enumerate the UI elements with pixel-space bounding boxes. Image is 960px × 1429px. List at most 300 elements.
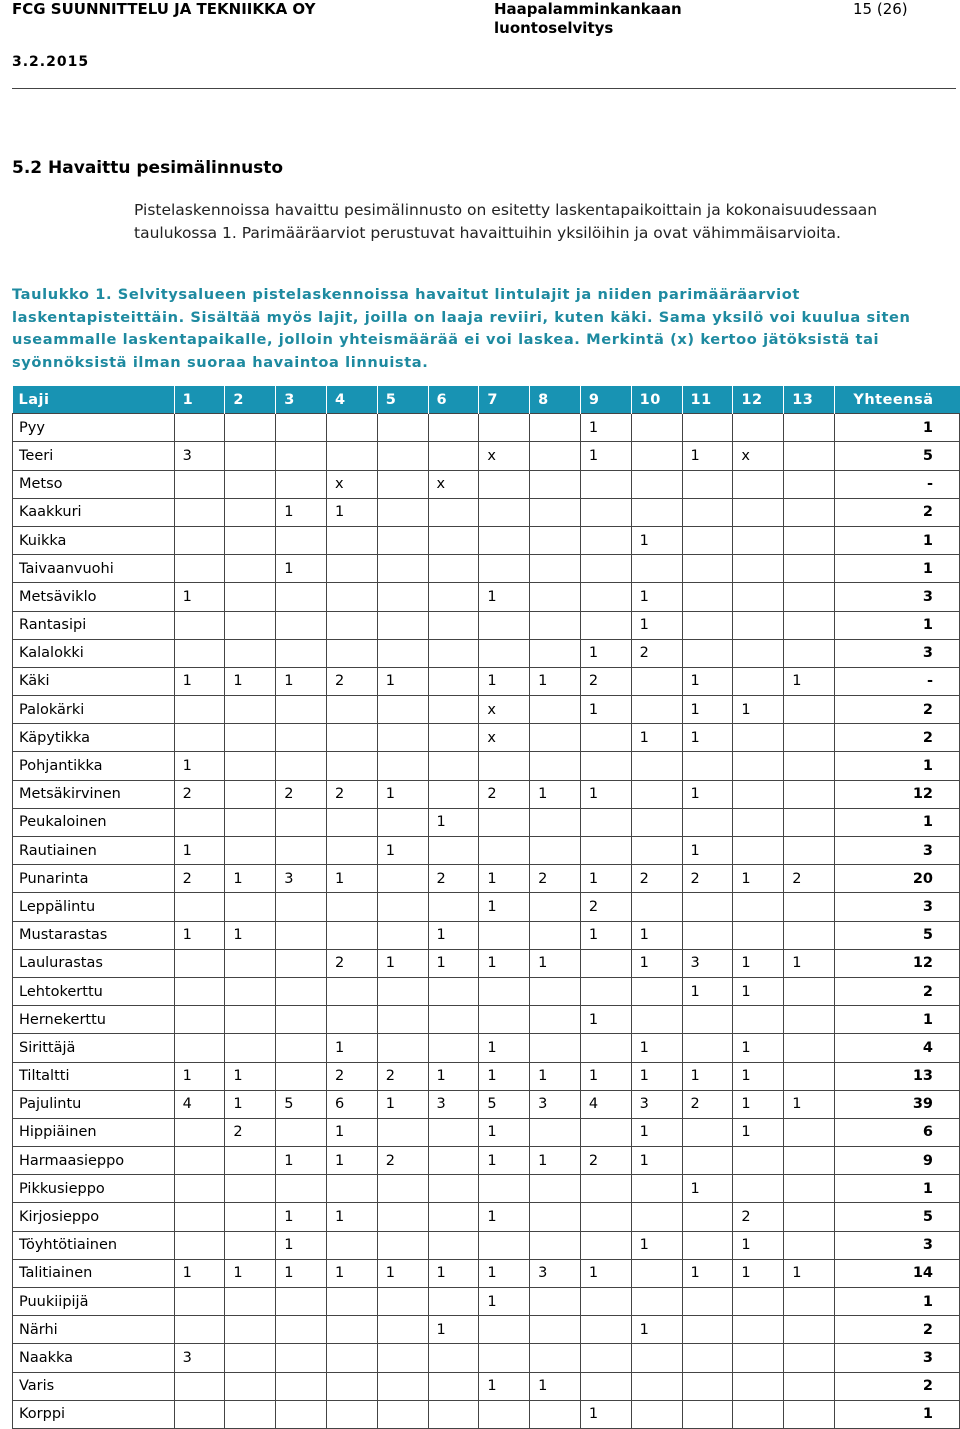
point-count [733,1147,784,1175]
point-count [428,1118,479,1146]
point-count [733,1344,784,1372]
point-count: 1 [225,667,276,695]
table-row [13,555,960,583]
point-count: 1 [580,865,631,893]
species-name: Kirjosieppo [13,1203,175,1231]
point-count: 1 [733,1231,784,1259]
point-count [377,1316,428,1344]
species-name: Sirittäjä [13,1034,175,1062]
point-count [733,1006,784,1034]
species-name: Teeri [13,442,175,470]
point-count [326,583,377,611]
point-count: 1 [428,1316,479,1344]
point-count [784,921,835,949]
point-count [479,526,530,554]
header-company: FCG SUUNNITTELU JA TEKNIIKKA OY [12,0,316,18]
point-count: 1 [784,667,835,695]
point-count [682,611,733,639]
point-count [784,977,835,1005]
point-count [580,470,631,498]
point-count [326,1006,377,1034]
species-name: Hippiäinen [13,1118,175,1146]
point-count [733,555,784,583]
point-count [276,837,327,865]
point-count [377,498,428,526]
point-count [377,921,428,949]
table-row [13,1372,960,1400]
point-count: 3 [174,1344,225,1372]
point-count [225,470,276,498]
point-count [682,1203,733,1231]
point-count [682,639,733,667]
point-count [631,1175,682,1203]
point-count: 1 [174,1259,225,1287]
point-count [377,470,428,498]
species-total: 1 [835,808,960,836]
point-count [530,1231,581,1259]
point-count [276,1400,327,1428]
point-count: 3 [631,1090,682,1118]
point-count [479,1400,530,1428]
table-row [13,667,960,695]
point-count [733,1288,784,1316]
point-count: 1 [733,977,784,1005]
species-total: 4 [835,1034,960,1062]
point-count [428,696,479,724]
point-count [733,1400,784,1428]
point-count [580,498,631,526]
point-count [784,1231,835,1259]
point-count [377,1034,428,1062]
point-count [733,1372,784,1400]
point-count [225,837,276,865]
point-count [428,1147,479,1175]
point-count [428,498,479,526]
point-count: 1 [530,1062,581,1090]
point-count [174,414,225,442]
point-count: 2 [530,865,581,893]
species-name: Laulurastas [13,949,175,977]
species-total: 1 [835,752,960,780]
point-count [377,1344,428,1372]
point-count [580,1372,631,1400]
species-name: Peukaloinen [13,808,175,836]
point-count [682,752,733,780]
point-count [580,724,631,752]
point-count [174,498,225,526]
point-count [326,1400,377,1428]
point-count: 1 [631,921,682,949]
point-count [428,1175,479,1203]
point-count [174,1316,225,1344]
point-count [377,1203,428,1231]
point-count: 1 [326,1034,377,1062]
point-count: 3 [174,442,225,470]
point-count: 1 [225,1259,276,1287]
point-count [784,583,835,611]
species-total: 5 [835,1203,960,1231]
point-count: 1 [377,1259,428,1287]
point-count: 2 [784,865,835,893]
point-count [479,1006,530,1034]
point-count [784,639,835,667]
point-count [428,1203,479,1231]
point-count: 2 [326,1062,377,1090]
point-count: 1 [479,1372,530,1400]
point-count: 1 [530,780,581,808]
point-count: 1 [580,1062,631,1090]
species-total: 1 [835,526,960,554]
point-count [784,1288,835,1316]
point-count [225,611,276,639]
point-count [479,1344,530,1372]
point-count [377,865,428,893]
point-count [631,470,682,498]
point-count: 2 [580,893,631,921]
point-count [733,724,784,752]
point-count [428,583,479,611]
point-count [428,1400,479,1428]
table-row [13,1288,960,1316]
table-row [13,921,960,949]
point-count [682,1344,733,1372]
point-count: 2 [174,865,225,893]
point-count [530,442,581,470]
species-total: 2 [835,498,960,526]
point-count: x [479,696,530,724]
species-total: 1 [835,555,960,583]
point-count [631,780,682,808]
species-name: Korppi [13,1400,175,1428]
point-count [276,724,327,752]
point-count: 1 [530,667,581,695]
point-count [225,893,276,921]
point-count [225,1400,276,1428]
point-count [326,526,377,554]
point-count [377,1118,428,1146]
point-count [580,1034,631,1062]
point-count [733,893,784,921]
species-name: Käpytikka [13,724,175,752]
point-count: 2 [326,667,377,695]
species-name: Hernekerttu [13,1006,175,1034]
point-count: 1 [682,1062,733,1090]
species-name: Punarinta [13,865,175,893]
point-count [682,583,733,611]
species-total: 1 [835,611,960,639]
species-name: Töyhtötiainen [13,1231,175,1259]
point-count [225,414,276,442]
point-count: 2 [682,865,733,893]
header-point-8: 8 [530,386,581,414]
species-name: Varis [13,1372,175,1400]
species-name: Pikkusieppo [13,1175,175,1203]
point-count [377,1400,428,1428]
point-count [225,1316,276,1344]
point-count [479,1316,530,1344]
table-row [13,639,960,667]
point-count [784,555,835,583]
point-count [326,752,377,780]
point-count: 1 [682,442,733,470]
species-name: Taivaanvuohi [13,555,175,583]
point-count: 1 [733,1034,784,1062]
point-count: 1 [631,611,682,639]
point-count [580,949,631,977]
point-count [784,837,835,865]
point-count [479,414,530,442]
point-count: 1 [530,949,581,977]
species-name: Leppälintu [13,893,175,921]
point-count: 1 [733,1090,784,1118]
point-count [326,1344,377,1372]
point-count [428,1034,479,1062]
table-row [13,724,960,752]
point-count: 1 [580,442,631,470]
point-count [580,583,631,611]
point-count: 1 [580,1400,631,1428]
point-count [631,667,682,695]
point-count: 5 [276,1090,327,1118]
point-count: 1 [377,1090,428,1118]
point-count [428,1006,479,1034]
point-count [276,639,327,667]
point-count: 3 [530,1090,581,1118]
point-count [631,893,682,921]
species-total: 3 [835,893,960,921]
table-row [13,583,960,611]
point-count: 1 [377,837,428,865]
point-count: 1 [580,1006,631,1034]
point-count [377,752,428,780]
point-count: 2 [326,780,377,808]
point-count [326,921,377,949]
point-count: 1 [428,808,479,836]
point-count [733,526,784,554]
point-count [530,1006,581,1034]
point-count [733,921,784,949]
point-count [326,1288,377,1316]
point-count [428,977,479,1005]
point-count [479,555,530,583]
point-count [276,893,327,921]
point-count [631,696,682,724]
point-count: 1 [682,724,733,752]
point-count [530,1175,581,1203]
point-count [276,921,327,949]
point-count [784,1006,835,1034]
point-count: 1 [428,1062,479,1090]
point-count [580,808,631,836]
point-count: 1 [276,1203,327,1231]
point-count [377,1231,428,1259]
point-count [580,526,631,554]
point-count [479,808,530,836]
point-count [530,470,581,498]
species-name: Närhi [13,1316,175,1344]
point-count [276,526,327,554]
table-row [13,1400,960,1428]
species-name: Palokärki [13,696,175,724]
point-count: 1 [174,667,225,695]
point-count [479,498,530,526]
point-count: 1 [682,1175,733,1203]
point-count [276,949,327,977]
point-count [174,1372,225,1400]
table-caption-text: . Selvitysalueen pistelaskennoissa havaitut lintulajit ja niiden parimääräarviot laskentapisteittäin. Sisältää myös lajit, joilla on laaja reviiri, kuten käki. Sama yksilö voi kuulua siten useammalle laskentapaikalle, jolloin yhteismäärää ei voi laskea. Merkintä (x) kertoo jätöksistä tai syönnöksistä ilman suoraa havaintoa linnuista. [12,286,911,371]
point-count [276,1118,327,1146]
point-count [733,837,784,865]
point-count [784,1118,835,1146]
table-row [13,1118,960,1146]
point-count [174,977,225,1005]
species-name: Naakka [13,1344,175,1372]
point-count [530,1400,581,1428]
point-count [530,893,581,921]
species-name: Kaakkuri [13,498,175,526]
point-count: 1 [682,1259,733,1287]
point-count [530,526,581,554]
point-count [225,498,276,526]
point-count [530,414,581,442]
point-count [377,555,428,583]
species-total: 6 [835,1118,960,1146]
point-count [580,837,631,865]
point-count [428,780,479,808]
point-count [326,696,377,724]
point-count [276,1006,327,1034]
table-row [13,696,960,724]
point-count [733,667,784,695]
table-row [13,1316,960,1344]
point-count [631,555,682,583]
point-count [225,1372,276,1400]
point-count [631,808,682,836]
point-count: 2 [580,667,631,695]
point-count: 1 [631,1062,682,1090]
point-count [225,1231,276,1259]
point-count [530,808,581,836]
header-point-11: 11 [682,386,733,414]
species-name: Tiltaltti [13,1062,175,1090]
point-count [326,893,377,921]
point-count [377,977,428,1005]
species-name: Rantasipi [13,611,175,639]
point-count [530,611,581,639]
point-count: x [326,470,377,498]
point-count [174,1147,225,1175]
point-count [784,442,835,470]
point-count [784,1344,835,1372]
header-point-5: 5 [377,386,428,414]
point-count [276,470,327,498]
table-row [13,1344,960,1372]
point-count: 1 [377,780,428,808]
point-count: 3 [530,1259,581,1287]
point-count [428,526,479,554]
point-count [580,752,631,780]
point-count [326,1372,377,1400]
point-count: 1 [580,696,631,724]
point-count [784,1400,835,1428]
point-count [530,921,581,949]
table-row [13,1175,960,1203]
point-count [784,752,835,780]
point-count: 1 [479,949,530,977]
point-count [530,1316,581,1344]
species-name: Käki [13,667,175,695]
point-count [530,498,581,526]
table-caption [12,284,956,374]
header-point-6: 6 [428,386,479,414]
point-count: 1 [733,949,784,977]
table-body [13,414,960,1429]
point-count: 1 [174,837,225,865]
point-count [428,1372,479,1400]
point-count [428,893,479,921]
point-count [225,949,276,977]
species-name: Pajulintu [13,1090,175,1118]
point-count [174,893,225,921]
point-count [174,611,225,639]
point-count: 3 [276,865,327,893]
point-count: 1 [631,1231,682,1259]
point-count [631,498,682,526]
point-count: 1 [682,977,733,1005]
table-header-row [13,386,960,414]
species-total: 3 [835,583,960,611]
point-count: 1 [174,921,225,949]
point-count [784,780,835,808]
point-count: 2 [631,639,682,667]
point-count [174,470,225,498]
point-count [377,808,428,836]
point-count [479,1175,530,1203]
point-count [530,837,581,865]
point-count [479,611,530,639]
point-count [784,1062,835,1090]
point-count: 6 [326,1090,377,1118]
point-count: 2 [631,865,682,893]
point-count [580,1344,631,1372]
header-point-1: 1 [174,386,225,414]
table-row [13,1231,960,1259]
point-count [682,555,733,583]
point-count [428,752,479,780]
point-count [530,1118,581,1146]
point-count [276,1344,327,1372]
table-row [13,470,960,498]
point-count: 1 [631,724,682,752]
point-count [225,1006,276,1034]
point-count [479,977,530,1005]
table-row [13,893,960,921]
point-count [580,1118,631,1146]
point-count [530,1203,581,1231]
point-count [225,583,276,611]
point-count [174,1288,225,1316]
point-count [174,724,225,752]
point-count [682,498,733,526]
point-count: 1 [580,414,631,442]
point-count [276,1372,327,1400]
point-count [377,442,428,470]
point-count [225,639,276,667]
point-count: 1 [682,780,733,808]
point-count [733,1175,784,1203]
table-row [13,1006,960,1034]
point-count [784,414,835,442]
